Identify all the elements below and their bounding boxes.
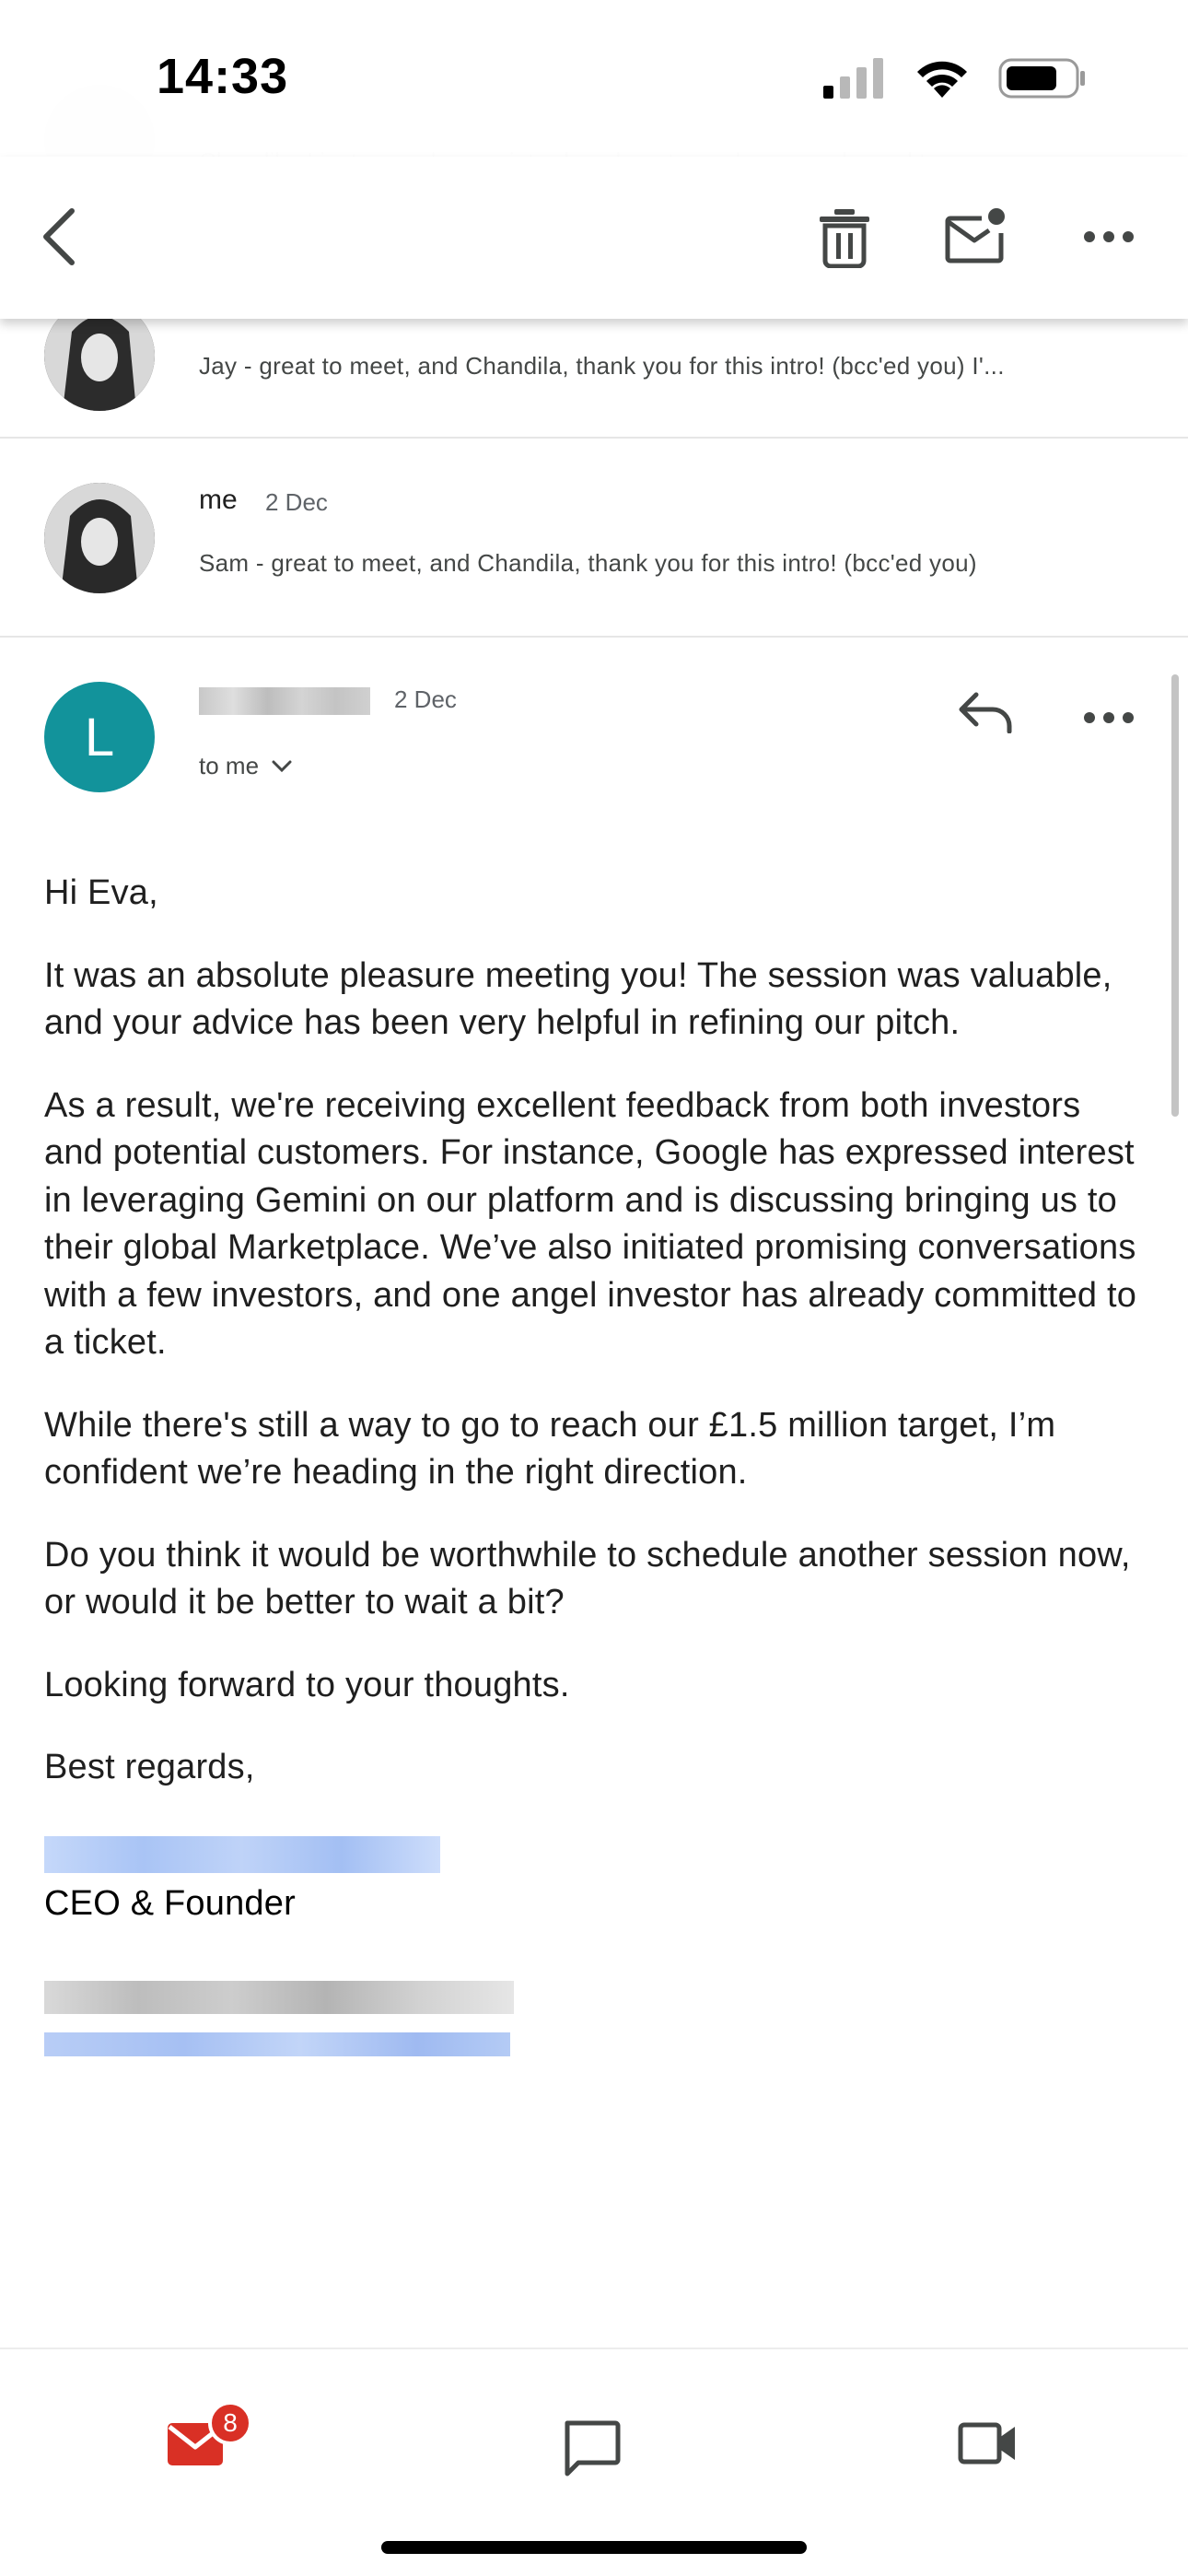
more-options-button[interactable] (1083, 230, 1135, 243)
chevron-left-icon (37, 207, 83, 266)
nav-meet[interactable] (958, 2419, 1019, 2470)
wifi-icon (914, 57, 971, 100)
message-header (0, 638, 1188, 822)
scrollbar[interactable] (1171, 674, 1179, 1117)
back-button[interactable] (37, 207, 83, 266)
greeting: Hi Eva, (44, 873, 158, 912)
mark-unread-icon (945, 207, 1007, 264)
thread-snippet: Sam - great to meet, and Chandila, thank you for this intro! (bcc'ed you) (199, 549, 977, 577)
redacted-link[interactable] (44, 2032, 510, 2056)
avatar (44, 483, 155, 593)
recipient-label: to me (199, 752, 260, 779)
reply-icon (958, 691, 1015, 733)
thread-sender: me (199, 485, 238, 515)
redacted-sender-name (199, 687, 370, 715)
thread-message-row[interactable] (0, 439, 1188, 638)
body-paragraph: It was an absolute pleasure meeting you! The session was valuable, and your advice has been very helpful in refining our pitch. (44, 955, 1112, 1042)
recipient-details-toggle[interactable] (199, 752, 292, 780)
more-horizontal-icon (1083, 711, 1135, 724)
reply-button[interactable] (958, 691, 1015, 738)
more-horizontal-icon (1083, 230, 1135, 243)
body-paragraph: As a result, we're receiving excellent feedback from both investors and potential customers. For instance, Google has expressed interest in leveraging Gemini on our platform and is discussing bringing us to their global Marketplace. We’ve also initiated promising conversations with a few investors, and one angel investor has already committed to a ticket. (44, 1085, 1137, 1362)
unread-count-badge: 8 (208, 2401, 252, 2445)
trash-icon (816, 207, 873, 268)
cellular-signal-icon (823, 58, 886, 99)
body-paragraph: Looking forward to your thoughts. (44, 1665, 570, 1704)
thread-snippet: Jay - great to meet, and Chandila, thank you for this intro! (bcc'ed you) I'... (199, 352, 1005, 380)
nav-mail[interactable] (166, 2408, 238, 2472)
message-date: 2 Dec (394, 685, 457, 713)
message-more-button[interactable] (1083, 711, 1135, 729)
redacted-signature-name (44, 1836, 440, 1873)
home-indicator (381, 2541, 807, 2554)
video-camera-icon (958, 2419, 1019, 2465)
body-paragraph: While there's still a way to go to reach our £1.5 million target, I’m confident we’re heading in the right direction. (44, 1405, 1056, 1492)
battery-icon (998, 57, 1087, 100)
redacted-company-name (44, 1981, 514, 2014)
message-toolbar (0, 157, 1188, 319)
status-bar (0, 0, 1188, 157)
chat-icon (562, 2419, 621, 2476)
sender-avatar[interactable]: L (44, 682, 155, 792)
delete-button[interactable] (816, 207, 873, 268)
signoff: Best regards, (44, 1748, 255, 1786)
status-time: 14:33 (157, 49, 289, 104)
thread-date: 2 Dec (265, 488, 328, 516)
chevron-down-icon (272, 760, 292, 773)
mark-unread-button[interactable] (945, 207, 1007, 264)
message-body (44, 870, 1149, 2056)
status-icons (823, 57, 1087, 100)
body-paragraph: Do you think it would be worthwhile to schedule another session now, or would it be better to wait a bit? (44, 1535, 1131, 1622)
nav-chat[interactable] (562, 2419, 621, 2481)
signature-title: CEO & Founder (44, 1883, 296, 1923)
